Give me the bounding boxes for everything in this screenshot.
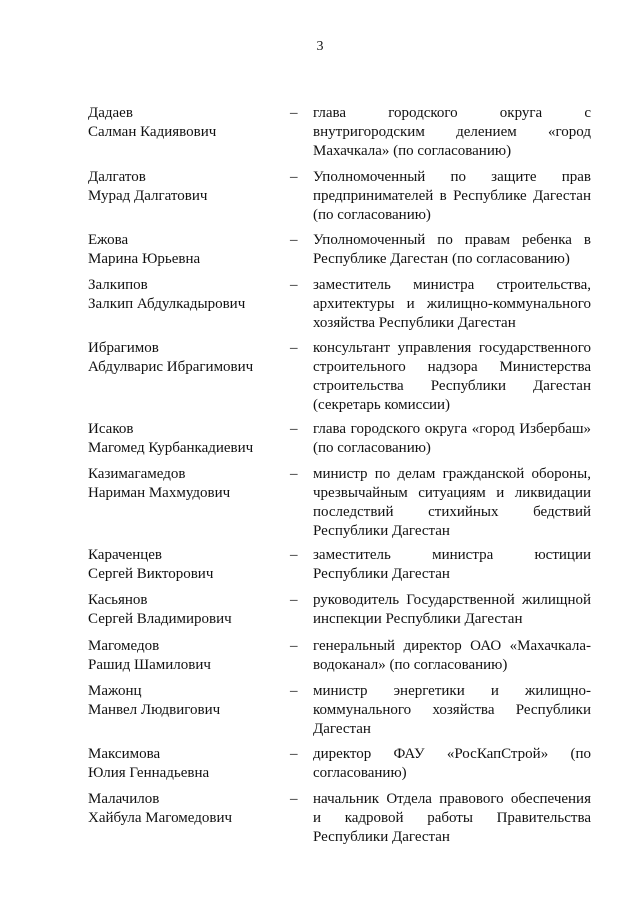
member-surname: Касьянов <box>88 592 148 608</box>
member-given-name: Хайбула Магомедович <box>88 810 233 826</box>
dash-separator: – <box>290 105 298 121</box>
dash-separator: – <box>290 592 298 608</box>
member-given-name: Марина Юрьевна <box>88 251 201 267</box>
member-name <box>88 745 288 783</box>
member-surname: Магомедов <box>88 638 160 654</box>
member-surname: Далгатов <box>88 169 146 185</box>
member-name <box>88 420 288 458</box>
dash-separator: – <box>290 340 298 356</box>
member-surname: Максимова <box>88 746 161 762</box>
dash-separator: – <box>290 746 298 762</box>
dash-separator: – <box>290 169 298 185</box>
member-name <box>88 591 288 629</box>
member-role: Уполномоченный по защите прав предпринимателей в Республике Дагестан (по согласованию) <box>313 169 591 223</box>
member-role: заместитель министра строительства, архитектуры и жилищно-коммунального хозяйства Республики Дагестан <box>313 277 591 331</box>
member-name <box>88 104 288 142</box>
member-surname: Исаков <box>88 421 134 437</box>
member-given-name: Абдулварис Ибрагимович <box>88 359 254 375</box>
member-name <box>88 339 288 377</box>
member-given-name: Залкип Абдулкадырович <box>88 296 246 312</box>
member-role: министр энергетики и жилищно-коммунального хозяйства Республики Дагестан <box>313 683 591 737</box>
member-surname: Казимагамедов <box>88 466 186 482</box>
member-role: начальник Отдела правового обеспечения и кадровой работы Правительства Республики Дагестан <box>313 791 591 845</box>
dash-separator: – <box>290 466 298 482</box>
member-surname: Ежова <box>88 232 129 248</box>
member-surname: Мажонц <box>88 683 142 699</box>
member-surname: Караченцев <box>88 547 163 563</box>
member-surname: Малачилов <box>88 791 160 807</box>
dash-separator: – <box>290 683 298 699</box>
member-role: генеральный директор ОАО «Махачкала-водоканал» (по согласованию) <box>313 638 591 673</box>
member-role: Уполномоченный по правам ребенка в Республике Дагестан (по согласованию) <box>313 232 591 267</box>
member-role: глава городского округа с внутригородским делением «город Махачкала» (по согласованию) <box>313 105 591 159</box>
member-name <box>88 231 288 269</box>
dash-separator: – <box>290 277 298 293</box>
dash-separator: – <box>290 421 298 437</box>
member-role: консультант управления государственного строительного надзора Министерства строительства Республики Дагестан (секретарь комиссии) <box>313 340 591 413</box>
member-given-name: Сергей Викторович <box>88 566 214 582</box>
page-number: 3 <box>316 39 324 54</box>
member-name <box>88 546 288 584</box>
member-role: директор ФАУ «РосКапСтрой» (по согласованию) <box>313 746 591 781</box>
dash-separator: – <box>290 547 298 563</box>
dash-separator: – <box>290 638 298 654</box>
member-role: заместитель министра юстиции Республики Дагестан <box>313 547 591 582</box>
member-name <box>88 168 288 206</box>
member-given-name: Магомед Курбанкадиевич <box>88 440 254 456</box>
member-name <box>88 637 288 675</box>
member-surname: Ибрагимов <box>88 340 159 356</box>
member-role: глава городского округа «город Избербаш» (по согласованию) <box>313 421 591 456</box>
member-given-name: Мурад Далгатович <box>88 188 208 204</box>
member-role: руководитель Государственной жилищной инспекции Республики Дагестан <box>313 592 591 627</box>
member-name <box>88 465 288 503</box>
member-given-name: Салман Кадиявович <box>88 124 217 140</box>
member-name <box>88 276 288 314</box>
member-surname: Дадаев <box>88 105 133 121</box>
member-name <box>88 682 288 720</box>
member-role: министр по делам гражданской обороны, чрезвычайным ситуациям и ликвидации последствий стихийных бедствий Республики Дагестан <box>313 466 591 539</box>
member-given-name: Рашид Шамилович <box>88 657 211 673</box>
member-surname: Залкипов <box>88 277 148 293</box>
member-given-name: Сергей Владимирович <box>88 611 232 627</box>
member-given-name: Манвел Людвигович <box>88 702 221 718</box>
dash-separator: – <box>290 791 298 807</box>
dash-separator: – <box>290 232 298 248</box>
member-given-name: Юлия Геннадьевна <box>88 765 210 781</box>
member-name <box>88 790 288 828</box>
member-given-name: Нариман Махмудович <box>88 485 231 501</box>
